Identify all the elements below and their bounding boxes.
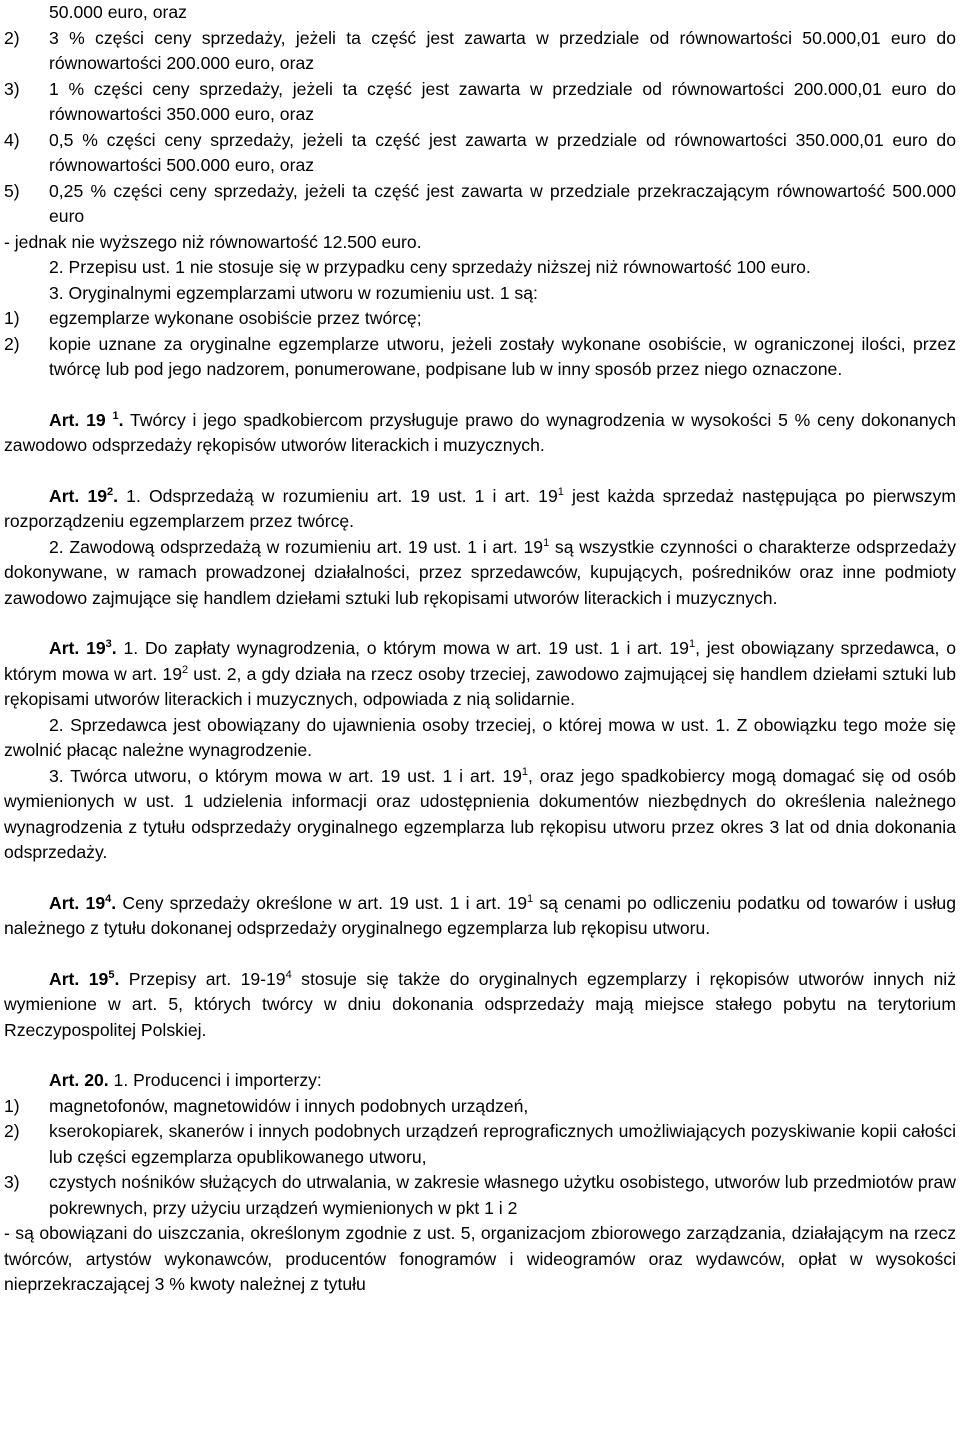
list-number: 3) xyxy=(4,1172,20,1192)
article-19-3-ust-3: 3. Twórca utworu, o którym mowa w art. 19 ust. 1 i art. $19^1$, oraz jego spadkobiercy mogą domagać się od osób wymienionych w ust. 1 udzielenia informacji oraz udostępnienia dokumentów niezbędnych do określenia należnego wynagrodzenia z tytułu odsprzedaży oryginalnego egzemplarza lub rękopisu utworu przez okres 3 lat od dnia dokonania odsprzedaży. xyxy=(4,765,956,862)
article-20-tail: - są obowiązani do uiszczania, określonym zgodnie z ust. 5, organizacjom zbiorowego zarządzania, działającym na rzecz twórców, artystów wykonawców, producentów fonogramów i wideogramów oraz wydawców, opłat w wysokości nieprzekraczającej 3 % kwoty należnej z tytułu xyxy=(4,1223,956,1294)
article-text: Twórcy i jego spadkobiercom przysługuje prawo do wynagrodzenia w wysokości 5 % ceny dokonanych zawodowo odsprzedaży rękopisów utworów literackich i muzycznych. xyxy=(4,409,956,455)
article-19-4: Art. $19^4$. Ceny sprzedaży określone w art. 19 ust. 1 i art. $19^1$ są cenami po odliczeniu podatku od towarów i usług należnego z tytułu dokonanej odsprzedaży oryginalnego egzemplarza lub rękopisu utworu. xyxy=(4,892,956,938)
article-19-3-ust-1: Art. $19^3$. 1. Do zapłaty wynagrodzenia, o którym mowa w art. 19 ust. 1 i art. $19^1$, jest obowiązany sprzedawca, o którym mowa w art. $19^2$ ust. 2, a gdy działa na rzecz osoby trzeciej, zawodowo zajmującej się handlem dziełami sztuki lub rękopisami utworów literackich i muzycznych, odpowiada z nią solidarnie. xyxy=(4,638,957,709)
spacer xyxy=(4,611,956,636)
list-item xyxy=(4,179,956,230)
article-19-5: Art. $19^5$. Przepisy art. $19-19^4$ stosuje się także do oryginalnych egzemplarzy i rękopisów utworów innych niż wymienione w art. 5, których twórcy w dniu dokonania odsprzedaży mają miejsce stałego pobytu na terytorium Rzeczypospolitej Polskiej. xyxy=(4,968,956,1040)
article-label: Art. 19 $^1$. xyxy=(49,409,124,430)
list-number: 3) xyxy=(4,78,20,99)
list-item xyxy=(4,1119,956,1170)
list-item xyxy=(4,128,956,179)
list-number: 2) xyxy=(4,333,20,354)
article-label: Art. $19^5$. xyxy=(49,968,120,989)
list-item xyxy=(4,26,956,77)
list-number: 2) xyxy=(4,1121,20,1141)
ust-2: 2. Przepisu ust. 1 nie stosuje się w przypadku ceny sprzedaży niższej niż równowartość 100 euro. xyxy=(49,257,811,277)
list-text: kopie uznane za oryginalne egzemplarze utworu, jeżeli zostały wykonane osobiście, w ograniczonej ilości, przez twórcę lub pod jego nadzorem, ponumerowane, podpisane lub w inny sposób przez niego oznaczone. xyxy=(49,333,956,379)
article-label: Art. $19^2$. xyxy=(49,485,119,506)
article-19-2-ust-1: Art. $19^2$. 1. Odsprzedażą w rozumieniu art. 19 ust. 1 i art. $19^1$ jest każda sprzedaż następująca po pierwszym rozporządzeniu egzemplarzem przez twórcę. xyxy=(4,485,956,531)
list-tail: - jednak nie wyższego niż równowartość 12.500 euro. xyxy=(4,231,422,252)
list-item xyxy=(4,306,956,332)
spacer xyxy=(4,459,956,484)
article-19-1 xyxy=(4,408,956,459)
list-item xyxy=(4,1094,956,1120)
list-text: 1 % części ceny sprzedaży, jeżeli ta część jest zawarta w przedziale od równowartości 200.000,01 euro do równowartości 350.000 euro, oraz xyxy=(49,78,956,124)
list-item xyxy=(4,77,956,128)
article-20-ust-1: Art. 20. 1. Producenci i importerzy: xyxy=(49,1070,322,1090)
list-number: 5) xyxy=(4,180,20,201)
article-label: Art. 20. xyxy=(49,1070,109,1090)
list-number: 1) xyxy=(4,1095,20,1116)
list-text: kserokopiarek, skanerów i innych podobnych urządzeń reprograficznych umożliwiających pozyskiwanie kopii całości lub części egzemplarza opublikowanego utworu, xyxy=(49,1121,956,1167)
article-label: Art. $19^3$. xyxy=(49,638,117,658)
article-19-2-ust-2: 2. Zawodową odsprzedażą w rozumieniu art. 19 ust. 1 i art. $19^1$ są wszystkie czynności o charakterze odsprzedaży dokonywane, w ramach prowadzonej działalności, przez sprzedawców, kupujących, pośredników oraz inne podmioty zawodowo zajmujące się handlem dziełami sztuki lub rękopisami utworów literackich i muzycznych. xyxy=(4,536,957,608)
list-number: 2) xyxy=(4,27,20,48)
list-number: 4) xyxy=(4,129,20,150)
spacer xyxy=(4,383,956,408)
spacer xyxy=(4,942,956,967)
list-text: 0,25 % części ceny sprzedaży, jeżeli ta część jest zawarta w przedziale przekraczającym równowartość 500.000 euro xyxy=(49,180,956,226)
list-item xyxy=(4,1170,956,1221)
spacer xyxy=(4,866,956,891)
list-text: 3 % części ceny sprzedaży, jeżeli ta część jest zawarta w przedziale od równowartości 50.000,01 euro do równowartości 200.000 euro, oraz xyxy=(49,27,956,73)
list-number: 1) xyxy=(4,308,20,328)
list-item-1-tail: 50.000 euro, oraz xyxy=(49,2,187,22)
ust-3: 3. Oryginalnymi egzemplarzami utworu w rozumieniu ust. 1 są: xyxy=(49,282,538,303)
list-item xyxy=(4,332,956,383)
spacer xyxy=(4,1043,956,1068)
list-text: egzemplarze wykonane osobiście przez twórcę; xyxy=(49,308,422,328)
list-text: magnetofonów, magnetowidów i innych podobnych urządzeń, xyxy=(49,1095,529,1116)
list-text: 0,5 % części ceny sprzedaży, jeżeli ta część jest zawarta w przedziale od równowartości 350.000,01 euro do równowartości 500.000 euro, oraz xyxy=(49,129,956,175)
list-text: czystych nośników służących do utrwalania, w zakresie własnego użytku osobistego, utworów lub przedmiotów praw pokrewnych, przy użyciu urządzeń wymienionych w pkt 1 i 2 xyxy=(49,1172,956,1218)
article-19-3-ust-2: 2. Sprzedawca jest obowiązany do ujawnienia osoby trzeciej, o której mowa w ust. 1. Z obowiązku tego może się zwolnić płacąc należne wynagrodzenie. xyxy=(4,714,956,760)
article-label: Art. $19^4$. xyxy=(49,892,117,913)
